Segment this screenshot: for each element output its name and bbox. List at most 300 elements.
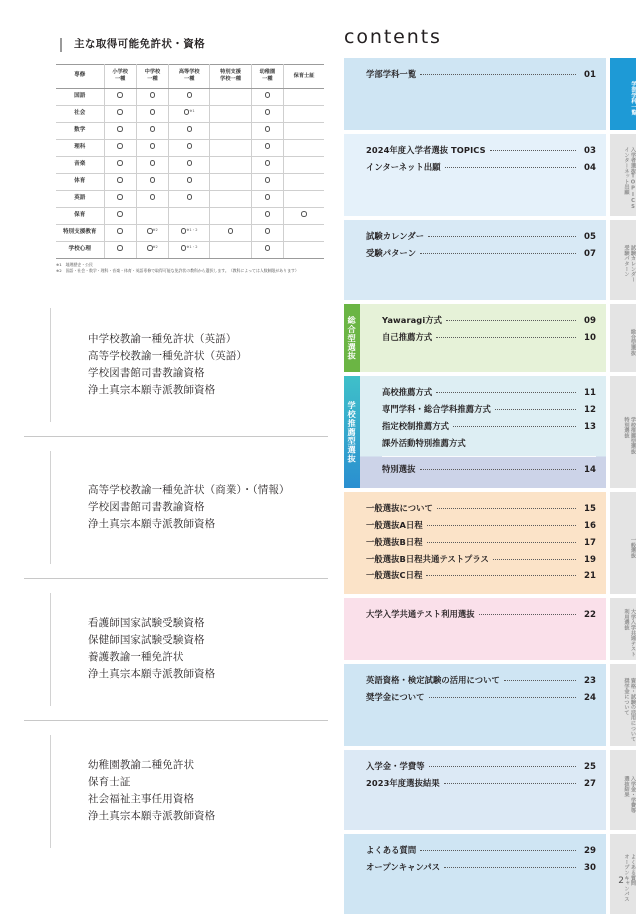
toc-item-list [344, 501, 606, 585]
table-row [56, 122, 324, 139]
circle-mark-icon [117, 194, 123, 200]
section-side-tab[interactable]: 学部学科一覧 [610, 58, 636, 130]
toc-entry-page: 09 [584, 316, 596, 326]
circle-mark-icon [150, 92, 156, 98]
toc-entry-title: 試験カレンダー [366, 231, 425, 241]
mark-cell-empty [284, 105, 324, 122]
mark-cell-available [169, 88, 210, 105]
qualification-line: 高等学校教諭一種免許状（英語） [88, 349, 248, 362]
toc-entry[interactable] [366, 759, 596, 776]
toc-entry[interactable] [366, 518, 596, 535]
leader-dots [445, 167, 576, 168]
qualification-line: 浄土真宗本願寺派教師資格 [88, 810, 216, 823]
circle-mark-icon [117, 228, 123, 234]
mark-cell-available [284, 207, 324, 224]
footnote-marker: ※1 [189, 109, 195, 114]
row-label: 理科 [56, 139, 104, 156]
toc-entry-title: 大学入学共通テスト利用選抜 [366, 609, 475, 620]
mark-cell-available [251, 88, 283, 105]
column-header: 専修 [56, 64, 104, 88]
toc-entry-title: 一般選抜B日程 [366, 536, 423, 547]
row-label: 保育 [56, 207, 104, 224]
mark-cell-empty [210, 190, 251, 207]
mark-cell-available [169, 190, 210, 207]
toc-entry-title: 一般選抜について [366, 502, 433, 513]
mark-cell-empty [210, 207, 251, 224]
mark-cell-available [104, 190, 136, 207]
toc-entry[interactable] [366, 229, 596, 246]
block-divider [50, 593, 51, 706]
toc-entry[interactable] [366, 501, 596, 518]
table-row [56, 156, 324, 173]
qualification-line: 養護教諭一種免許状 [88, 651, 184, 664]
toc-entry-page: 25 [584, 762, 596, 773]
leader-dots [436, 392, 576, 393]
mark-cell-available [169, 122, 210, 139]
mark-cell-available [169, 241, 210, 258]
mark-cell-available [104, 88, 136, 105]
circle-mark-icon [187, 194, 193, 200]
toc-entry-title: オープンキャンパス [366, 862, 441, 873]
toc-entry[interactable] [366, 246, 596, 263]
footnote-line: ※1 地理歴史・公民 [56, 261, 93, 267]
toc-entry[interactable] [382, 330, 596, 347]
table-row [56, 173, 324, 190]
toc-entry-title: 奨学金について [366, 692, 425, 703]
toc-entry-title: 入学金・学費等 [366, 761, 425, 772]
toc-entry-page: 19 [584, 554, 596, 565]
toc-item-list [344, 843, 606, 905]
row-label: 学校心理 [56, 241, 104, 258]
toc-item-list [344, 229, 606, 291]
qualification-block [24, 436, 328, 578]
section-side-tab[interactable]: 試験カレンダー 受験パターン [610, 220, 636, 300]
section-side-tab[interactable]: 入学者選抜TOPICS インターネット出願 [610, 134, 636, 216]
circle-mark-icon [187, 177, 193, 183]
mark-cell-empty [210, 156, 251, 173]
row-label: 英語 [56, 190, 104, 207]
toc-entry[interactable] [366, 843, 596, 860]
toc-entry-page: 22 [584, 610, 596, 621]
toc-entry-page: 05 [584, 232, 596, 242]
leader-dots [437, 508, 576, 509]
mark-cell-empty [284, 88, 324, 105]
toc-entry[interactable] [366, 552, 596, 569]
toc-section-body [344, 598, 606, 660]
toc-entry[interactable] [382, 402, 596, 419]
toc-entry-page: 29 [584, 846, 596, 857]
toc-entry-title: インターネット出願 [366, 161, 441, 172]
toc-section [344, 834, 636, 914]
toc-entry-title: Yawaragi方式 [382, 315, 443, 325]
mark-cell-available [251, 122, 283, 139]
mark-cell-available [169, 105, 210, 122]
toc-item-list [360, 385, 606, 479]
licenses-heading: 主な取得可能免許状・資格 [60, 38, 328, 52]
toc-entry-title: 専門学科・総合学科推薦方式 [382, 403, 491, 414]
page-number: 2 [618, 876, 624, 886]
toc-entry[interactable] [382, 385, 596, 402]
mark-cell-available [136, 88, 168, 105]
qualification-line: 浄土真宗本願寺派教師資格 [88, 517, 216, 530]
mark-cell-available [136, 139, 168, 156]
toc-section-body [344, 376, 606, 488]
table-row [56, 207, 324, 224]
mark-cell-available [251, 105, 283, 122]
contents-title: contents [344, 26, 442, 48]
circle-mark-icon [150, 126, 156, 132]
toc-section-body [344, 220, 606, 300]
toc-item-list [344, 759, 606, 821]
qualification-block [24, 294, 328, 436]
mark-cell-available [104, 224, 136, 241]
mark-cell-available [136, 190, 168, 207]
table-header [56, 64, 324, 88]
table-row [56, 88, 324, 105]
leader-dots [436, 337, 576, 338]
row-label: 社会 [56, 105, 104, 122]
mark-cell-available [251, 139, 283, 156]
qualification-line: 浄土真宗本願寺派教師資格 [88, 668, 216, 681]
table-of-contents [344, 58, 636, 914]
toc-entry[interactable] [382, 462, 596, 479]
circle-mark-icon [301, 211, 307, 217]
section-side-tab[interactable]: 入学金・学費等 選抜結果 [610, 750, 636, 830]
toc-entry-title: 2024年度入学者選抜 TOPICS [366, 145, 486, 155]
circle-mark-icon [187, 126, 193, 132]
toc-entry[interactable] [366, 776, 596, 793]
toc-entry-page: 24 [584, 693, 596, 704]
qualification-block [24, 720, 328, 862]
footnote-marker: ※1・2 [186, 245, 198, 250]
toc-entry-page: 15 [584, 503, 596, 514]
toc-section-body [344, 304, 606, 372]
toc-entry-title: 2023年度選抜結果 [366, 778, 440, 789]
mark-cell-available [210, 224, 251, 241]
toc-item-list [344, 143, 606, 207]
circle-mark-icon [265, 143, 271, 149]
toc-section-body [344, 58, 606, 130]
mark-cell-available [251, 156, 283, 173]
toc-entry-title: 指定校制推薦方式 [382, 420, 450, 431]
leader-dots [428, 236, 576, 237]
row-label: 音楽 [56, 156, 104, 173]
mark-cell-empty [284, 173, 324, 190]
toc-item-list [344, 673, 606, 737]
toc-entry-page: 13 [584, 421, 596, 432]
toc-entry-title: 受験パターン [366, 247, 417, 258]
toc-entry-title: 高校推薦方式 [382, 387, 433, 397]
leader-dots [429, 766, 576, 767]
contents-panel [336, 0, 636, 903]
column-header: 小学校 一種 [104, 64, 136, 88]
column-header: 特別支援 学校一種 [210, 64, 251, 88]
toc-entry[interactable] [366, 690, 596, 707]
footnote-marker: ※1・2 [186, 228, 198, 233]
toc-entry-page: 21 [584, 571, 596, 582]
leader-dots [420, 469, 576, 470]
toc-section-body [344, 134, 606, 216]
circle-mark-icon [117, 109, 123, 115]
table-header-row [56, 64, 324, 88]
toc-entry-page: 14 [584, 465, 596, 476]
section-side-tab[interactable]: よくある質問 オープンキャンパス [610, 834, 636, 914]
toc-entry-page: 30 [584, 863, 596, 874]
table-row [56, 241, 324, 258]
toc-section [344, 376, 636, 488]
circle-mark-icon [117, 211, 123, 217]
toc-entry-page: 11 [584, 388, 596, 398]
toc-entry[interactable] [366, 568, 596, 585]
mark-cell-available [169, 224, 210, 241]
table-row [56, 190, 324, 207]
mark-cell-available [104, 105, 136, 122]
toc-section [344, 598, 636, 660]
leader-dots [420, 253, 576, 254]
column-header: 高等学校 一種 [169, 64, 210, 88]
leader-dots [453, 426, 576, 427]
leader-dots [495, 409, 576, 410]
mark-cell-available [136, 156, 168, 173]
footnote-marker: ※2 [152, 245, 158, 250]
qualification-line: 学校図書館司書教諭資格 [88, 366, 205, 379]
toc-entry-page: 27 [584, 779, 596, 790]
footnote-marker: ※2 [152, 228, 158, 233]
table-body [56, 88, 324, 258]
mark-cell-available [104, 241, 136, 258]
leader-dots [427, 525, 576, 526]
circle-mark-icon [265, 126, 271, 132]
toc-section [344, 304, 636, 372]
qualification-line: 看護師国家試験受験資格 [88, 617, 205, 630]
mark-cell-available [251, 190, 283, 207]
mark-cell-empty [210, 88, 251, 105]
toc-section-label: 学校推薦型選抜 [344, 376, 360, 488]
mark-cell-empty [284, 139, 324, 156]
leader-dots [427, 542, 576, 543]
circle-mark-icon [150, 177, 156, 183]
mark-cell-available [169, 139, 210, 156]
toc-section-body [344, 834, 606, 914]
block-divider [50, 308, 51, 422]
mark-cell-empty [169, 207, 210, 224]
mark-cell-empty [210, 173, 251, 190]
toc-entry-page: 03 [584, 146, 596, 156]
toc-entry-page: 16 [584, 520, 596, 531]
row-label: 国語 [56, 88, 104, 105]
toc-section [344, 220, 636, 300]
leader-dots [493, 559, 576, 560]
toc-entry-page: 17 [584, 537, 596, 548]
column-header: 幼稚園 一種 [251, 64, 283, 88]
circle-mark-icon [187, 143, 193, 149]
table-row [56, 139, 324, 156]
toc-section [344, 664, 636, 746]
mark-cell-available [251, 173, 283, 190]
block-divider [50, 451, 51, 564]
leader-dots [446, 320, 576, 321]
table-footnotes [56, 262, 328, 274]
toc-entry-title: 自己推薦方式 [382, 331, 433, 342]
circle-mark-icon [265, 177, 271, 183]
mark-cell-empty [136, 207, 168, 224]
mark-cell-available [169, 156, 210, 173]
circle-mark-icon [150, 109, 156, 115]
circle-mark-icon [150, 194, 156, 200]
table-row [56, 105, 324, 122]
toc-entry-page: 07 [584, 248, 596, 259]
mark-cell-available [136, 173, 168, 190]
mark-cell-available [251, 241, 283, 258]
toc-entry-title: 一般選抜A日程 [366, 519, 423, 530]
mark-cell-empty [210, 105, 251, 122]
toc-entry-page: 01 [584, 70, 596, 80]
mark-cell-available [104, 139, 136, 156]
toc-item-list [344, 607, 606, 651]
leader-dots [444, 783, 576, 784]
circle-mark-icon [265, 109, 271, 115]
toc-item-list [360, 313, 606, 363]
mark-cell-available [169, 173, 210, 190]
leader-dots [479, 614, 576, 615]
footnote-line: ※2 国語・社会・数学・理科・音楽・体育・英語専修で取得可能な免許状の教科から選択します。（教科によっては人数制限があります） [56, 267, 299, 273]
leader-dots [429, 697, 577, 698]
mark-cell-empty [284, 241, 324, 258]
toc-entry-page: 04 [584, 162, 596, 173]
leader-dots [426, 575, 576, 576]
circle-mark-icon [117, 126, 123, 132]
mark-cell-available [104, 156, 136, 173]
qualification-block [24, 578, 328, 720]
mark-cell-empty [210, 139, 251, 156]
section-side-tab[interactable]: 一般選抜 [610, 492, 636, 594]
circle-mark-icon [117, 92, 123, 98]
mark-cell-available [136, 224, 168, 241]
circle-mark-icon [117, 143, 123, 149]
toc-item-list [344, 67, 606, 121]
section-side-tab[interactable]: 大学入学共通テスト 利用選抜 [610, 598, 636, 660]
mark-cell-empty [284, 156, 324, 173]
circle-mark-icon [228, 228, 234, 234]
section-side-tab[interactable]: 資格・試験の活用について 奨学金について [610, 664, 636, 746]
circle-mark-icon [150, 143, 156, 149]
toc-entry-page: 23 [584, 676, 596, 687]
toc-entry-title: 特別選抜 [382, 464, 416, 475]
toc-entry[interactable] [382, 419, 596, 436]
circle-mark-icon [265, 92, 271, 98]
toc-entry[interactable] [366, 160, 596, 177]
circle-mark-icon [117, 245, 123, 251]
qualification-line: 学校図書館司書教諭資格 [88, 500, 205, 513]
mark-cell-empty [284, 122, 324, 139]
column-header: 保育士証 [284, 64, 324, 88]
circle-mark-icon [117, 177, 123, 183]
toc-section-body [344, 664, 606, 746]
toc-section-label: 総合型選抜 [344, 304, 360, 372]
circle-mark-icon [265, 245, 271, 251]
toc-entry[interactable] [366, 535, 596, 552]
mark-cell-available [136, 105, 168, 122]
toc-entry[interactable] [366, 607, 596, 624]
leader-dots [490, 150, 576, 151]
toc-entry[interactable] [366, 67, 596, 84]
toc-entry-title: 課外活動特別推薦方式 [382, 437, 466, 448]
mark-cell-available [104, 122, 136, 139]
circle-mark-icon [117, 160, 123, 166]
toc-entry[interactable] [366, 143, 596, 160]
qualification-table [56, 64, 324, 259]
toc-entry-page: 12 [584, 404, 596, 415]
circle-mark-icon [187, 92, 193, 98]
qualification-line: 保健師国家試験受験資格 [88, 634, 205, 647]
leader-dots [420, 850, 576, 851]
qualification-line: 中学校教諭一種免許状（英語） [88, 332, 237, 345]
toc-entry-page: 10 [584, 332, 596, 343]
mark-cell-available [136, 241, 168, 258]
circle-mark-icon [265, 211, 271, 217]
qualification-line: 幼稚園教諭二種免許状 [88, 759, 195, 772]
column-header: 中学校 一種 [136, 64, 168, 88]
block-divider [50, 735, 51, 848]
toc-entry-title: 学部学科一覧 [366, 69, 417, 79]
circle-mark-icon [265, 194, 271, 200]
toc-entry[interactable] [366, 860, 596, 877]
toc-entry[interactable] [382, 436, 596, 451]
mark-cell-empty [210, 122, 251, 139]
toc-entry[interactable] [382, 313, 596, 330]
toc-section [344, 750, 636, 830]
leader-dots [504, 680, 576, 681]
toc-subband [382, 456, 596, 479]
circle-mark-icon [187, 160, 193, 166]
qualification-line: 社会福祉主事任用資格 [88, 793, 195, 806]
section-side-tab[interactable]: 学校推薦型選抜 特別選抜 [610, 376, 636, 488]
toc-entry-title: よくある質問 [366, 845, 417, 856]
qualification-blocks [24, 294, 328, 862]
qualification-line: 高等学校教諭一種免許状（商業）・（情報） [88, 483, 290, 496]
row-label: 特別支援教育 [56, 224, 104, 241]
toc-entry-title: 英語資格・検定試験の活用について [366, 675, 500, 686]
section-side-tab[interactable]: 総合型選抜 [610, 304, 636, 372]
mark-cell-available [104, 207, 136, 224]
circle-mark-icon [265, 160, 271, 166]
toc-entry-title: 一般選抜C日程 [366, 570, 423, 581]
mark-cell-available [251, 207, 283, 224]
circle-mark-icon [150, 160, 156, 166]
toc-section [344, 134, 636, 216]
mark-cell-available [251, 224, 283, 241]
toc-section [344, 492, 636, 594]
mark-cell-available [136, 122, 168, 139]
toc-entry-title: 一般選抜B日程共通テストプラス [366, 553, 489, 564]
mark-cell-available [104, 173, 136, 190]
leader-dots [444, 867, 576, 868]
row-label: 体育 [56, 173, 104, 190]
qualification-line: 保育士証 [88, 776, 131, 789]
toc-entry[interactable] [366, 673, 596, 690]
table-row [56, 224, 324, 241]
qualification-line: 浄土真宗本願寺派教師資格 [88, 383, 216, 396]
circle-mark-icon [265, 228, 271, 234]
mark-cell-empty [210, 241, 251, 258]
toc-section [344, 58, 636, 130]
mark-cell-empty [284, 190, 324, 207]
leader-dots [420, 74, 576, 75]
mark-cell-empty [284, 224, 324, 241]
toc-section-body [344, 492, 606, 594]
row-label: 数学 [56, 122, 104, 139]
toc-section-body [344, 750, 606, 830]
